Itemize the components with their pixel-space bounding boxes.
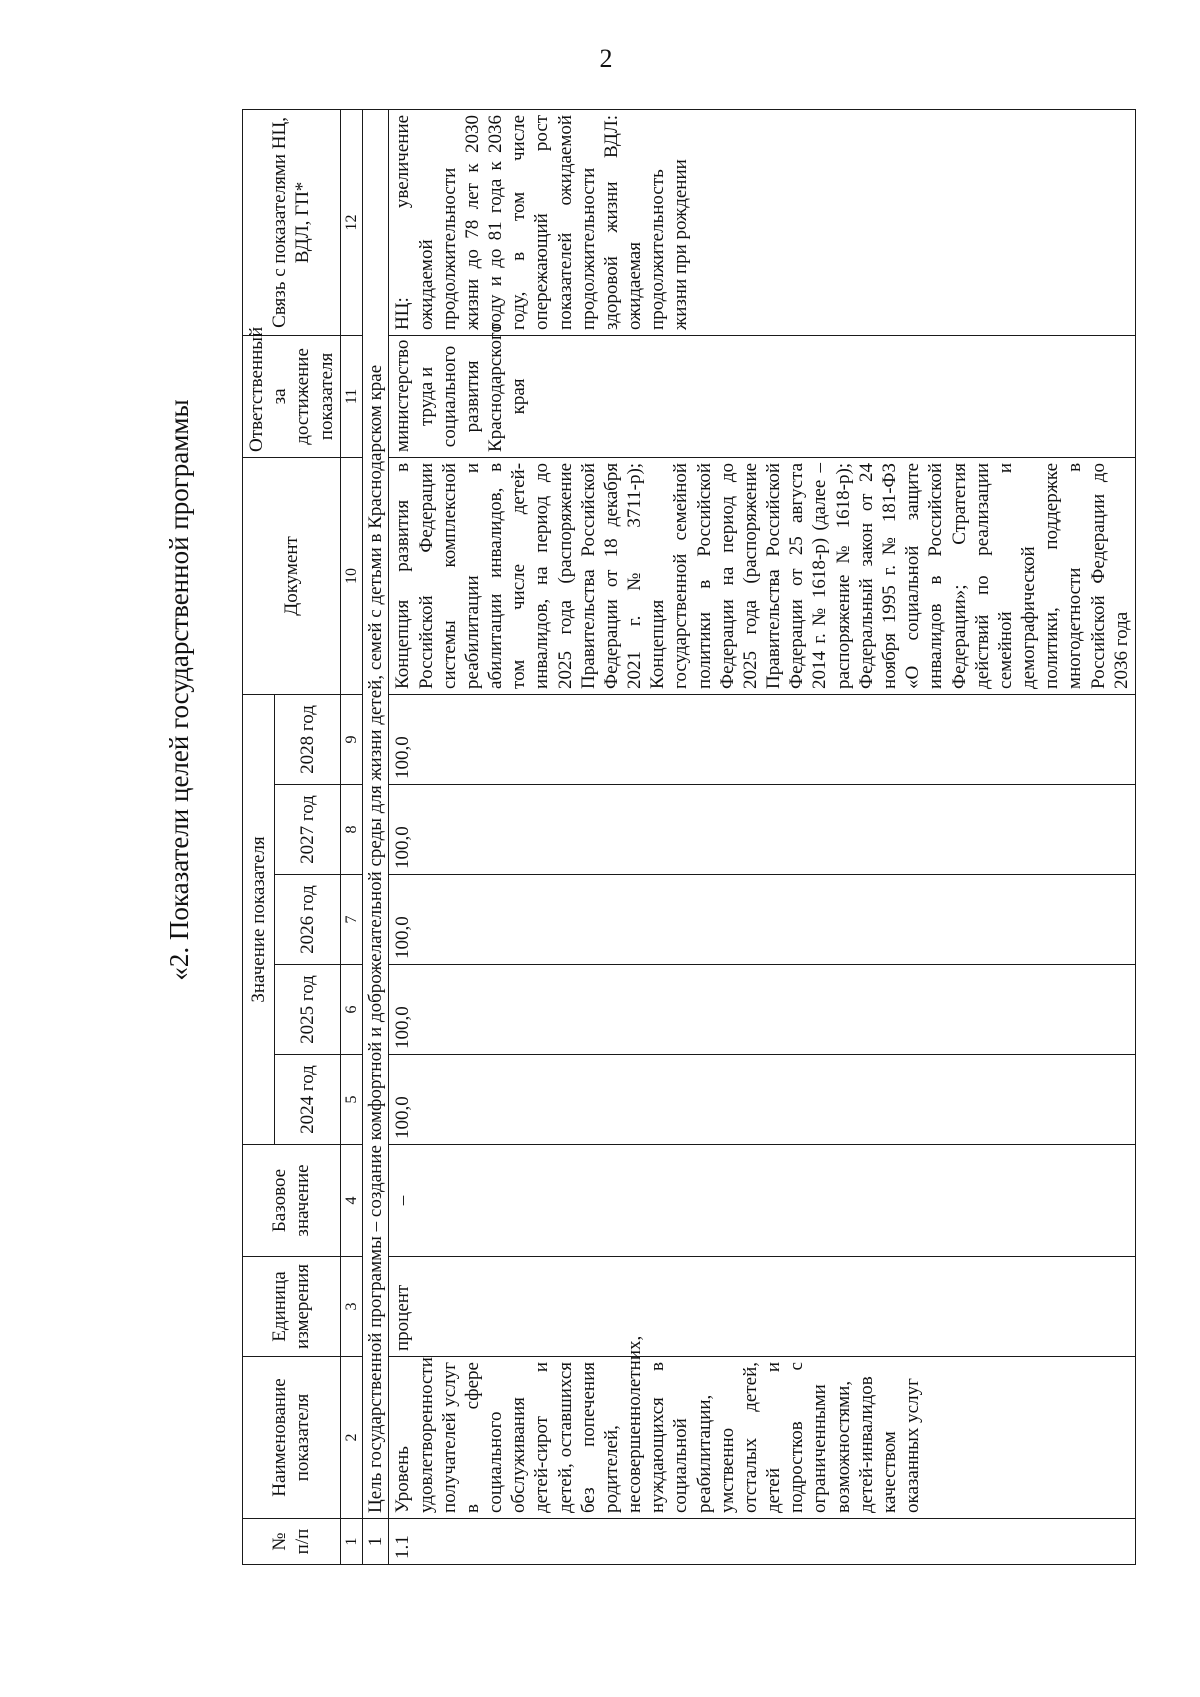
header-year-2024: 2024 год: [275, 1055, 340, 1145]
section-heading: «2. Показатели целей государственной программы: [164, 399, 194, 981]
indicator-document: Концепция развития в Российской Федерации системы комплексной реабилитации и абилитации инвалидов, в том числе детей-инвалидов, на период до 2025 года (распоряжение Правительства Российской Федерации от 18 декабря 2021 г. № 3711-р); Концепция государственной семейной политики в Российской Федерации на период до 2025 года (распоряжение Правительства Российской Федерации от 25 августа 2014 г. № 1618-р) (далее – распоряжение № 1618-р); Федеральный закон от 24 ноября 1995 г. № 181-ФЗ «О социальной защите инвалидов в Российской Федерации»; Стратегия действий по реализации семейной и демографической политики, поддержке многодетности в Российской Федерации до 2036 года: [389, 457, 1136, 694]
header-year-2028: 2028 год: [275, 694, 340, 784]
table-row: [389, 109, 1136, 1564]
header-base: Базовое значение: [243, 1145, 341, 1257]
value-2028: 100,0: [389, 694, 1136, 784]
goal-text: Цель государственной программы – создание комфортной и доброжелательной среды для жизни детей, семей с детьми в Краснодарском крае: [363, 109, 389, 1518]
indicator-base: –: [389, 1145, 1136, 1257]
column-number: 4: [340, 1145, 363, 1257]
header-year-2026: 2026 год: [275, 875, 340, 965]
page-number: 2: [599, 44, 613, 73]
row-num: 1.1: [389, 1519, 1136, 1565]
header-responsible: Ответственный за достижение показателя: [243, 335, 341, 457]
value-2026: 100,0: [389, 875, 1136, 965]
goal-row: [363, 109, 389, 1564]
value-2024: 100,0: [389, 1055, 1136, 1145]
header-values-group: Значение показателя: [243, 694, 275, 1144]
column-number: 1: [340, 1519, 363, 1565]
header-year-2025: 2025 год: [275, 965, 340, 1055]
header-row-1: [243, 109, 275, 1564]
header-num: № п/п: [243, 1519, 341, 1565]
column-number: 12: [340, 109, 363, 335]
column-number: 6: [340, 965, 363, 1055]
indicator-name: Уровень удовлетворенности получателей услуг в сфере социального обслуживания детей-сирот и детей, оставшихся без попечения родителей, несовершеннолетних, нуждающихся в социальной реабилитации, умственно отсталых детей, детей и подростков с ограниченными возможностями, детей-инвалидов качеством оказанных услуг: [389, 1357, 1136, 1519]
column-number: 9: [340, 694, 363, 784]
header-document: Документ: [243, 457, 341, 694]
column-number: 11: [340, 335, 363, 457]
column-number: 5: [340, 1055, 363, 1145]
column-number-row: [340, 109, 363, 1564]
column-number: 10: [340, 457, 363, 694]
value-2027: 100,0: [389, 785, 1136, 875]
header-year-2027: 2027 год: [275, 785, 340, 875]
indicator-unit: процент: [389, 1257, 1136, 1357]
column-number: 3: [340, 1257, 363, 1357]
indicator-link: НЦ: увеличение ожидаемой продолжительности жизни до 78 лет к 2030 году и до 81 года к 2036 году, в том числе опережающий рост показателей ожидаемой продолжительности здоровой жизни ВДЛ: ожидаемая продолжительность жизни при рождении: [389, 109, 1136, 335]
indicators-table-sheet: [242, 110, 1142, 1565]
goal-num: 1: [363, 1519, 389, 1565]
column-number: 2: [340, 1357, 363, 1519]
header-unit: Единица измерения: [243, 1257, 341, 1357]
header-name: Наименование показателя: [243, 1357, 341, 1519]
indicators-table: [242, 109, 1136, 1565]
column-number: 7: [340, 875, 363, 965]
value-2025: 100,0: [389, 965, 1136, 1055]
indicator-responsible: министерство труда и социального развития Краснодарского края: [389, 335, 1136, 457]
header-link: Связь с показателями НЦ, ВДЛ, ГП*: [243, 109, 341, 335]
column-number: 8: [340, 785, 363, 875]
